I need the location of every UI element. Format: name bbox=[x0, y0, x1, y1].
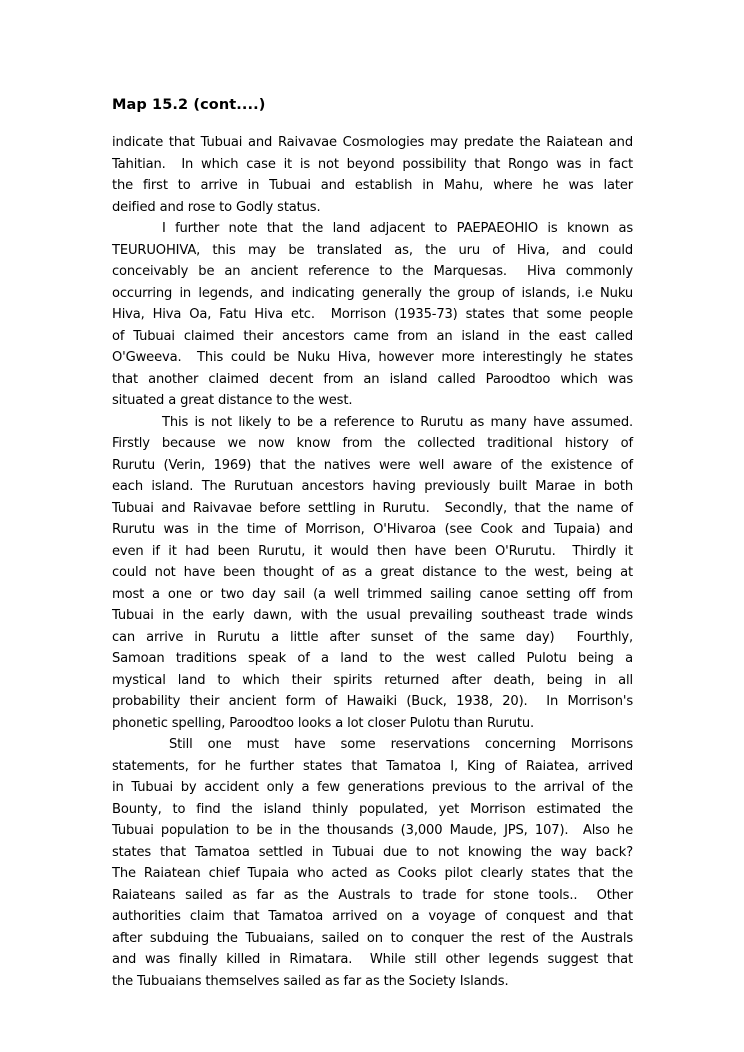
text-line: This is not likely to be a reference to Rurutu as many have assumed. bbox=[162, 414, 633, 430]
text-line: situated a great distance to the west. bbox=[112, 393, 353, 408]
text-line: Tubuai and Raivavae before settling in Rurutu. Secondly, that the name of bbox=[112, 500, 633, 516]
text-line: authorities claim that Tamatoa arrived on a voyage of conquest and that bbox=[112, 909, 633, 924]
document-body bbox=[112, 132, 633, 992]
paragraph-p2 bbox=[112, 218, 633, 412]
text-line: Samoan traditions speak of a land to the west called Pulotu being a bbox=[112, 651, 633, 666]
text-line: Rurutu (Verin, 1969) that the natives were well aware of the existence of bbox=[112, 457, 633, 473]
page-title: Map 15.2 (cont....) bbox=[112, 97, 266, 113]
text-line: Bounty, to find the island thinly populated, yet Morrison estimated the bbox=[112, 801, 633, 817]
text-line: the first to arrive in Tubuai and establish in Mahu, where he was later bbox=[112, 178, 633, 193]
paragraph-p1 bbox=[112, 132, 633, 218]
text-line: of Tubuai claimed their ancestors came from an island in the east called bbox=[112, 328, 633, 344]
text-line: The Raiatean chief Tupaia who acted as Cooks pilot clearly states that the bbox=[112, 866, 633, 881]
text-line: I further note that the land adjacent to PAEPAEOHIO is known as bbox=[162, 221, 633, 236]
text-line: mystical land to which their spirits returned after death, being in all bbox=[112, 672, 633, 688]
text-line: could not have been thought of as a great distance to the west, being at bbox=[112, 565, 633, 580]
text-line: occurring in legends, and indicating generally the group of islands, i.e Nuku bbox=[112, 285, 633, 301]
text-line: deified and rose to Godly status. bbox=[112, 199, 321, 215]
text-line: most a one or two day sail (a well trimmed sailing canoe setting off from bbox=[112, 586, 633, 602]
text-line: in Tubuai by accident only a few generations previous to the arrival of the bbox=[112, 780, 633, 795]
text-line: Tubuai in the early dawn, with the usual prevailing southeast trade winds bbox=[112, 608, 633, 623]
text-line: Tubuai population to be in the thousands (3,000 Maude, JPS, 107). Also he bbox=[112, 823, 633, 838]
text-line: the Tubuaians themselves sailed as far as the Society Islands. bbox=[112, 973, 509, 989]
text-line: Hiva, Hiva Oa, Fatu Hiva etc. Morrison (1935-73) states that some people bbox=[112, 307, 633, 322]
text-line: Still one must have some reservations concerning Morrisons bbox=[169, 737, 633, 752]
text-line: Tahitian. In which case it is not beyond possibility that Rongo was in fact bbox=[112, 156, 633, 172]
text-line: probability their ancient form of Hawaiki (Buck, 1938, 20). In Morrison's bbox=[112, 694, 633, 709]
text-line: each island. The Rurutuan ancestors having previously built Marae in both bbox=[112, 479, 633, 494]
text-line: indicate that Tubuai and Raivavae Cosmologies may predate the Raiatean and bbox=[112, 135, 633, 150]
text-line: statements, for he further states that Tamatoa I, King of Raiatea, arrived bbox=[112, 758, 633, 774]
text-line: states that Tamatoa settled in Tubuai due to not knowing the way back? bbox=[112, 844, 633, 860]
text-line: phonetic spelling, Paroodtoo looks a lot closer Pulotu than Rurutu. bbox=[112, 715, 535, 731]
text-line: can arrive in Rurutu a little after sunset of the same day) Fourthly, bbox=[112, 629, 633, 645]
text-line: O'Gweeva. This could be Nuku Hiva, however more interestingly he states bbox=[112, 350, 633, 365]
text-line: even if it had been Rurutu, it would then have been O'Rurutu. Thirdly it bbox=[112, 543, 633, 559]
text-line: that another claimed decent from an island called Paroodtoo which was bbox=[112, 371, 633, 387]
text-line: TEURUOHIVA, this may be translated as, the uru of Hiva, and could bbox=[112, 242, 633, 258]
text-line: conceivably be an ancient reference to the Marquesas. Hiva commonly bbox=[112, 264, 633, 279]
paragraph-p3 bbox=[112, 412, 633, 735]
text-line: Raiateans sailed as far as the Australs to trade for stone tools.. Other bbox=[112, 887, 633, 903]
text-line: after subduing the Tubuaians, sailed on to conquer the rest of the Australs bbox=[112, 930, 633, 946]
page-content bbox=[112, 96, 633, 992]
text-line: Rurutu was in the time of Morrison, O'Hivaroa (see Cook and Tupaia) and bbox=[112, 522, 633, 537]
paragraph-p4 bbox=[112, 734, 633, 992]
text-line: Firstly because we now know from the collected traditional history of bbox=[112, 436, 633, 451]
text-line: and was finally killed in Rimatara. While still other legends suggest that bbox=[112, 952, 633, 967]
